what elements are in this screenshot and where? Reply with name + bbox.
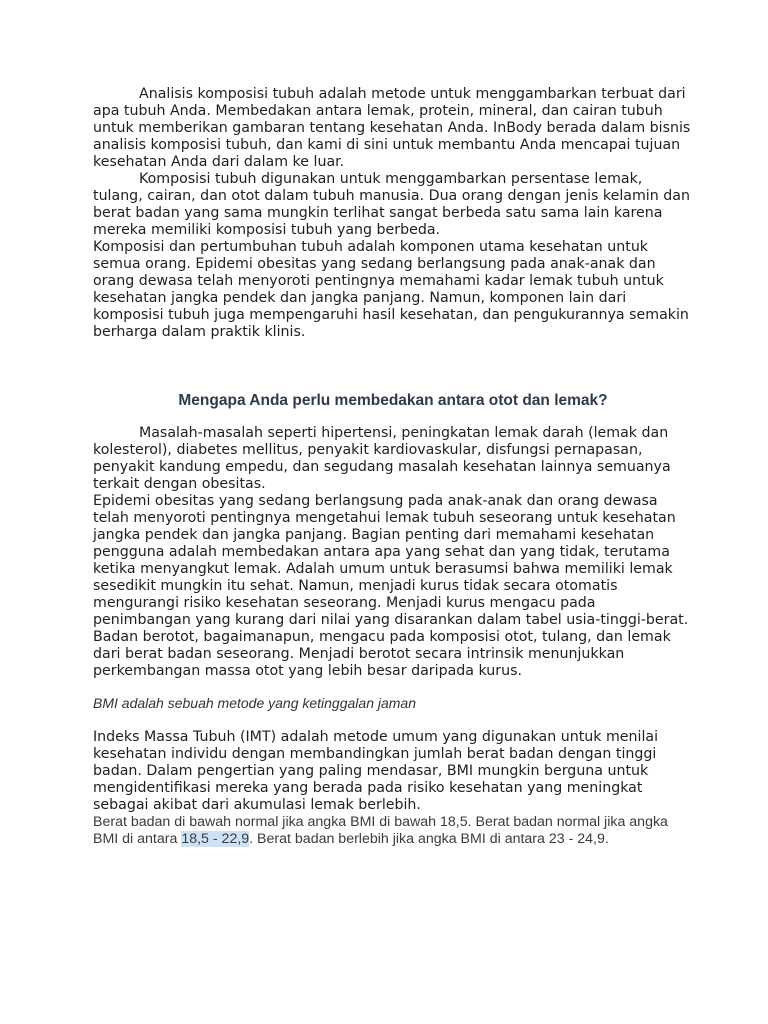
intro-paragraph-2: Komposisi tubuh digunakan untuk menggambarkan persentase lemak, tulang, cairan, dan otot dalam tubuh manusia. Dua orang dengan jenis kelamin dan berat badan yang sama mungkin terlihat sangat berbeda satu sama lain karena mereka memiliki komposisi tubuh yang berbeda. [93,171,690,238]
bmi-paragraph-2 [93,814,693,848]
spacer [93,712,693,729]
section-paragraph-1: Masalah-masalah seperti hipertensi, peningkatan lemak darah (lemak dan kolesterol), diabetes mellitus, penyakit kardiovaskular, disfungsi pernapasan, penyakit kandung empedu, dan segudang masalah kesehatan lainnya semuanya terkait dengan obesitas. [93,425,671,492]
spacer [93,341,693,391]
spacer [93,680,693,694]
intro-paragraph-3: Komposisi dan pertumbuhan tubuh adalah komponen utama kesehatan untuk semua orang. Epidemi obesitas yang sedang berlangsung pada anak-anak dan orang dewasa telah menyoroti pentingnya memahami kadar lemak tubuh untuk kesehatan jangka pendek dan jangka panjang. Namun, komponen lain dari komposisi tubuh juga mempengaruhi hasil kesehatan, dan pengukurannya semakin berharga dalam praktik klinis. [93,239,689,340]
bmi-paragraph-1: Indeks Massa Tubuh (IMT) adalah metode umum yang digunakan untuk menilai kesehatan individu dengan membandingkan jumlah berat badan dengan tinggi badan. Dalam pengertian yang paling mendasar, BMI mungkin berguna untuk mengidentifikasi mereka yang berada pada risiko kesehatan yang meningkat sebagai akibat dari akumulasi lemak berlebih. [93,729,659,813]
document-page [93,86,693,848]
intro-paragraph-1: Analisis komposisi tubuh adalah metode untuk menggambarkan terbuat dari apa tubuh Anda. Membedakan antara lemak, protein, mineral, dan cairan tubuh untuk memberikan gambaran tentang kesehatan Anda. InBody berada dalam bisnis analisis komposisi tubuh, dan kami di sini untuk membantu Anda mencapai tujuan kesehatan Anda dari dalam ke luar. [93,86,691,170]
section-paragraph-2: Epidemi obesitas yang sedang berlangsung pada anak-anak dan orang dewasa telah menyoroti pentingnya mengetahui lemak tubuh seseorang untuk kesehatan jangka pendek dan jangka panjang. Bagian penting dari memahami kesehatan pengguna adalah membedakan antara apa yang sehat dan yang tidak, terutama ketika menyangkut lemak. Adalah umum untuk berasumsi bahwa memiliki lemak sesedikit mungkin itu sehat. Namun, menjadi kurus tidak secara otomatis mengurangi risiko kesehatan seseorang. Menjadi kurus mengacu pada penimbangan yang kurang dari nilai yang disarankan dalam tabel usia-tinggi-berat. Badan berotot, bagaimanapun, mengacu pada komposisi otot, tulang, dan lemak dari berat badan seseorang. Menjadi berotot secara intrinsik menunjukkan perkembangan massa otot yang lebih besar daripada kurus. [93,493,689,679]
bmi-text-after: . Berat badan berlebih jika angka BMI di antara 23 - 24,9. [249,831,609,847]
bmi-text-before: Berat badan di bawah normal jika angka BMI di bawah 18,5. Berat badan normal jika angka BMI di antara [93,814,668,847]
highlighted-range: 18,5 - 22,9 [181,831,250,847]
section-heading: Mengapa Anda perlu membedakan antara otot dan lemak? [178,392,608,409]
spacer [93,411,693,425]
section-subheading: BMI adalah sebuah metode yang ketinggalan jaman [93,695,416,711]
